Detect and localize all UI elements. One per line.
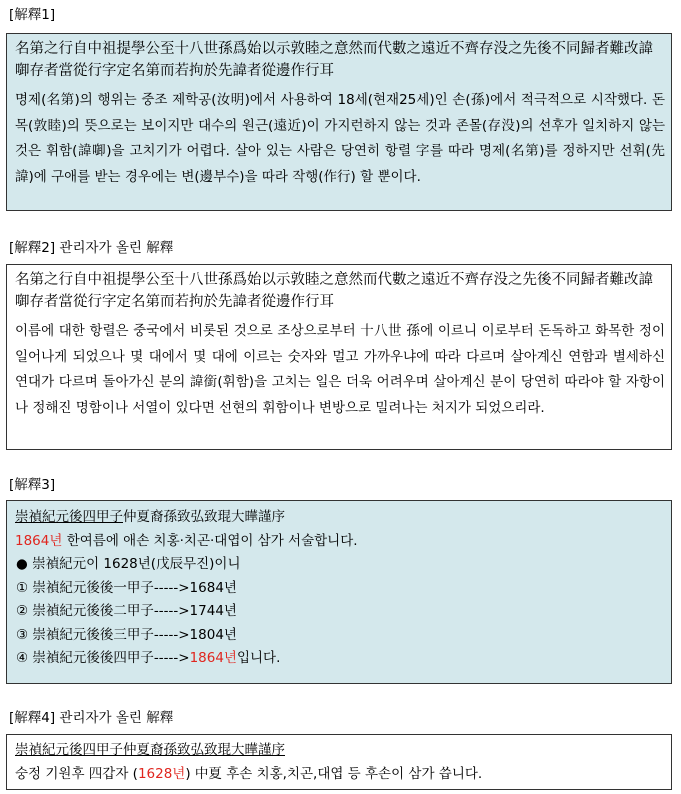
translation-line <box>7 763 671 787</box>
highlighted-year: 1864년 <box>15 532 63 549</box>
explanation-box-1 <box>6 33 672 211</box>
list-item-suffix: 입니다. <box>236 650 281 666</box>
korean-translation: 이름에 대한 항렬은 중국에서 비롯된 것으로 조상으로부터 十八世 孫에 이르니 이로부터 돈독하고 화목한 정이 일어나게 되었으나 몇 대에서 몇 대에 이르는 숫자와 멀고 가까우냐에 따라 다르며 살아계신 연함과 별세하신 연대가 다르며 돌아가신 분의 諱銜(휘함)을 고치는 일은 더욱 어려우며 살아계신 분이 당연히 따라야 할 자항이나 정해진 명함이나 서열이 있다면 선현의 휘함이나 변방으로 밀려나는 처지가 되었으리라. <box>15 323 665 416</box>
explanation-box-2 <box>6 264 672 450</box>
highlighted-year: 1628년 <box>137 765 186 782</box>
highlighted-year: 1864년 <box>189 650 237 666</box>
explanation-box-3 <box>6 500 672 684</box>
translation-text-rest: ) 中夏 후손 치홍,치곤,대엽 등 후손이 삼가 씁니다. <box>185 765 483 782</box>
title-rest: 仲夏裔孫致弘致琨大曄謹序 <box>123 509 285 525</box>
hanja-original-text: 名第之行自中祖提學公至十八世孫爲始以示敦睦之意然而代數之遠近不齊存没之先後不同歸者難改諱啣存者當從行字定名第而若拘於先諱者從邊作行耳 <box>15 272 653 310</box>
section-label-4: [解釋4] 관리자가 올린 解釋 <box>9 710 174 726</box>
section-label-3: [解釋3] <box>9 477 56 493</box>
translation-line <box>7 530 671 554</box>
title-underlined: 崇禎紀元後四甲子 <box>15 509 123 525</box>
section-label-1: [解釋1] <box>9 7 56 23</box>
section-label-2: [解釋2] 관리자가 올린 解釋 <box>9 240 174 256</box>
bullet-line: ● 崇禎紀元이 1628년(戊辰무진)이니 <box>16 556 241 572</box>
list-item: ② 崇禎紀元後後二甲子----->1744년 <box>16 603 237 619</box>
title-line <box>7 506 671 530</box>
korean-translation: 명제(名第)의 행위는 중조 제학공(汝明)에서 사용하여 18세(현재25세)인 손(孫)에서 적극적으로 시작했다. 돈목(敦睦)의 뜻으로는 보이지만 대수의 원근(遠近)이 가지런하지 않는 것과 존몰(存没)의 선후가 일치하지 않는 것은 휘함(諱啣)을 고치기가 어렵다. 살아 있는 사람은 당연히 항렬 字를 따라 명제(名第)를 정하지만 선휘(先諱)에 구애를 받는 경우에는 변(邊부수)을 따라 작행(作行) 할 뿐이다. <box>15 92 665 185</box>
list-item: ① 崇禎紀元後後一甲子----->1684년 <box>16 579 237 596</box>
translation-rest: 한여름에 애손 치홍·치곤·대엽이 삼가 서술합니다. <box>62 532 358 549</box>
list-item: ③ 崇禎紀元後後三甲子----->1804년 <box>16 626 237 643</box>
hanja-original-text: 名第之行自中祖提學公至十八世孫爲始以示敦睦之意然而代數之遠近不齊存没之先後不同歸者難改諱啣存者當從行字定名第而若拘於先諱者從邊作行耳 <box>15 41 653 79</box>
title-underlined: 崇禎紀元後四甲子仲夏裔孫致弘致琨大曄謹序 <box>15 742 285 758</box>
explanation-box-4 <box>6 734 672 790</box>
list-item <box>7 647 671 671</box>
list-item-text: ④ 崇禎紀元後後四甲子-----> <box>16 650 190 666</box>
title-line <box>7 739 671 763</box>
translation-text: 숭정 기원후 四갑자 ( <box>15 765 138 782</box>
